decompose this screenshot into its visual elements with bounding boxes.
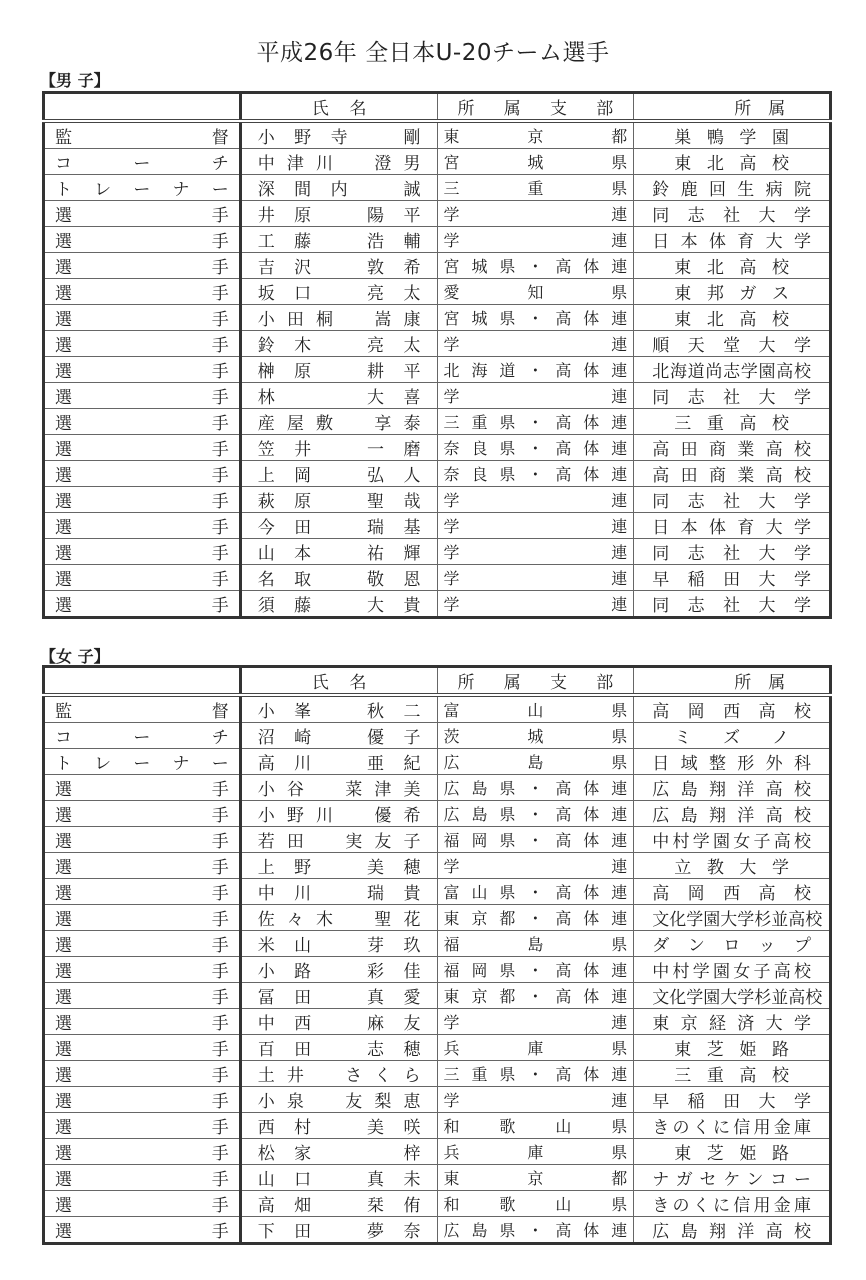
role-cell: 監 督 <box>44 695 241 723</box>
table-row <box>44 827 831 853</box>
name-cell: 工藤 浩輔 <box>240 227 437 253</box>
affiliation-cell: 巣鴨学園 <box>634 121 831 149</box>
table-row <box>44 1061 831 1087</box>
role-cell: 選 手 <box>44 409 241 435</box>
name-cell: 名取 敬恩 <box>240 565 437 591</box>
name-cell: 高畑 栞侑 <box>240 1191 437 1217</box>
table-row <box>44 227 831 253</box>
affiliation-cell: 三重高校 <box>634 1061 831 1087</box>
name-cell: 小野川 優希 <box>240 801 437 827</box>
name-cell: 小谷 菜津美 <box>240 775 437 801</box>
branch-cell: 三重県 <box>437 175 634 201</box>
table-row <box>44 723 831 749</box>
role-cell: コーチ <box>44 723 241 749</box>
name-cell: 中川 瑞貴 <box>240 879 437 905</box>
branch-cell: 奈良県・高体連 <box>437 435 634 461</box>
name-cell: 吉沢 敦希 <box>240 253 437 279</box>
name-cell: 冨田 真愛 <box>240 983 437 1009</box>
affiliation-cell: ダンロップ <box>634 931 831 957</box>
name-cell: 井原 陽平 <box>240 201 437 227</box>
branch-cell: 学 連 <box>437 539 634 565</box>
table-row <box>44 201 831 227</box>
table-row <box>44 591 831 618</box>
affiliation-cell: 同志社大学 <box>634 487 831 513</box>
name-cell: 笠井 一磨 <box>240 435 437 461</box>
affiliation-cell: 早稲田大学 <box>634 1087 831 1113</box>
column-header-name: 氏 名 <box>240 667 437 696</box>
column-header-branch: 所属支部 <box>437 667 634 696</box>
affiliation-cell: 東邦ガス <box>634 279 831 305</box>
role-cell: 選 手 <box>44 957 241 983</box>
name-cell: 上野 美穂 <box>240 853 437 879</box>
role-cell: 選 手 <box>44 253 241 279</box>
table-row <box>44 801 831 827</box>
role-cell: 選 手 <box>44 565 241 591</box>
table-row <box>44 383 831 409</box>
name-cell: 萩原 聖哉 <box>240 487 437 513</box>
affiliation-cell: 文化学園大学杉並高校 <box>634 905 831 931</box>
affiliation-cell: 東京経済大学 <box>634 1009 831 1035</box>
table-row <box>44 1217 831 1244</box>
name-cell: 坂口 亮太 <box>240 279 437 305</box>
affiliation-cell: ナガセケンコー <box>634 1165 831 1191</box>
role-cell: 選 手 <box>44 853 241 879</box>
affiliation-cell: 鈴鹿回生病院 <box>634 175 831 201</box>
name-cell: 中津川 澄男 <box>240 149 437 175</box>
table-row <box>44 565 831 591</box>
affiliation-cell: 広島翔洋高校 <box>634 775 831 801</box>
affiliation-cell: きのくに信用金庫 <box>634 1113 831 1139</box>
role-cell: 選 手 <box>44 227 241 253</box>
women-table <box>42 665 832 1245</box>
name-cell: 産屋敷 享泰 <box>240 409 437 435</box>
role-cell: 選 手 <box>44 1009 241 1035</box>
role-cell: 選 手 <box>44 983 241 1009</box>
affiliation-cell: ミズノ <box>634 723 831 749</box>
branch-cell: 宮城県・高体連 <box>437 253 634 279</box>
affiliation-cell: 北海道尚志学園高校 <box>634 357 831 383</box>
role-cell: 選 手 <box>44 279 241 305</box>
affiliation-cell: 三重高校 <box>634 409 831 435</box>
table-row <box>44 305 831 331</box>
table-row <box>44 983 831 1009</box>
role-cell: 選 手 <box>44 1139 241 1165</box>
branch-cell: 宮城県 <box>437 149 634 175</box>
table-row <box>44 487 831 513</box>
name-cell: 須藤 大貴 <box>240 591 437 618</box>
role-cell: 選 手 <box>44 1165 241 1191</box>
role-cell: 選 手 <box>44 905 241 931</box>
branch-cell: 学 連 <box>437 565 634 591</box>
role-cell: 選 手 <box>44 305 241 331</box>
name-cell: 小峯 秋二 <box>240 695 437 723</box>
branch-cell: 福岡県・高体連 <box>437 957 634 983</box>
role-cell: 選 手 <box>44 801 241 827</box>
branch-cell: 北海道・高体連 <box>437 357 634 383</box>
table-row <box>44 957 831 983</box>
table-row <box>44 1035 831 1061</box>
column-header-role <box>44 93 241 122</box>
column-header-affiliation: 所 属 <box>634 93 831 122</box>
table-row <box>44 357 831 383</box>
affiliation-cell: 同志社大学 <box>634 591 831 618</box>
branch-cell: 学 連 <box>437 1009 634 1035</box>
role-cell: 選 手 <box>44 1113 241 1139</box>
column-header-name: 氏 名 <box>240 93 437 122</box>
branch-cell: 三重県・高体連 <box>437 409 634 435</box>
table-row <box>44 149 831 175</box>
affiliation-cell: 東芝姫路 <box>634 1035 831 1061</box>
affiliation-cell: 広島翔洋高校 <box>634 801 831 827</box>
branch-cell: 広島県・高体連 <box>437 775 634 801</box>
name-cell: 松家 梓 <box>240 1139 437 1165</box>
branch-cell: 学 連 <box>437 853 634 879</box>
role-cell: 選 手 <box>44 931 241 957</box>
table-row <box>44 1139 831 1165</box>
table-row <box>44 1191 831 1217</box>
table-row <box>44 331 831 357</box>
name-cell: 小田桐 嵩康 <box>240 305 437 331</box>
affiliation-cell: きのくに信用金庫 <box>634 1191 831 1217</box>
branch-cell: 兵庫県 <box>437 1035 634 1061</box>
table-row <box>44 879 831 905</box>
role-cell: 選 手 <box>44 383 241 409</box>
role-cell: 選 手 <box>44 591 241 618</box>
table-row <box>44 253 831 279</box>
affiliation-cell: 日本体育大学 <box>634 227 831 253</box>
name-cell: 沼崎 優子 <box>240 723 437 749</box>
branch-cell: 愛知県 <box>437 279 634 305</box>
branch-cell: 三重県・高体連 <box>437 1061 634 1087</box>
branch-cell: 学 連 <box>437 487 634 513</box>
role-cell: 選 手 <box>44 775 241 801</box>
name-cell: 鈴木 亮太 <box>240 331 437 357</box>
affiliation-cell: 日域整形外科 <box>634 749 831 775</box>
role-cell: 選 手 <box>44 201 241 227</box>
affiliation-cell: 順天堂大学 <box>634 331 831 357</box>
branch-cell: 和歌山県 <box>437 1113 634 1139</box>
affiliation-cell: 日本体育大学 <box>634 513 831 539</box>
branch-cell: 福岡県・高体連 <box>437 827 634 853</box>
affiliation-cell: 文化学園大学杉並高校 <box>634 983 831 1009</box>
table-row <box>44 539 831 565</box>
affiliation-cell: 東芝姫路 <box>634 1139 831 1165</box>
header-row <box>44 667 831 696</box>
branch-cell: 学 連 <box>437 513 634 539</box>
branch-cell: 学 連 <box>437 383 634 409</box>
affiliation-cell: 早稲田大学 <box>634 565 831 591</box>
name-cell: 百田 志穂 <box>240 1035 437 1061</box>
branch-cell: 学 連 <box>437 1087 634 1113</box>
role-cell: 選 手 <box>44 539 241 565</box>
column-header-affiliation: 所 属 <box>634 667 831 696</box>
role-cell: コーチ <box>44 149 241 175</box>
branch-cell: 茨城県 <box>437 723 634 749</box>
role-cell: 選 手 <box>44 827 241 853</box>
column-header-role <box>44 667 241 696</box>
table-row <box>44 1165 831 1191</box>
affiliation-cell: 高田商業高校 <box>634 435 831 461</box>
affiliation-cell: 東北高校 <box>634 253 831 279</box>
name-cell: 上岡 弘人 <box>240 461 437 487</box>
name-cell: 高川 亜紀 <box>240 749 437 775</box>
name-cell: 下田 夢奈 <box>240 1217 437 1244</box>
branch-cell: 東京都・高体連 <box>437 905 634 931</box>
name-cell: 林 大喜 <box>240 383 437 409</box>
name-cell: 今田 瑞基 <box>240 513 437 539</box>
affiliation-cell: 高岡西高校 <box>634 695 831 723</box>
table-row <box>44 749 831 775</box>
branch-cell: 学 連 <box>437 331 634 357</box>
branch-cell: 東京都・高体連 <box>437 983 634 1009</box>
name-cell: 西村 美咲 <box>240 1113 437 1139</box>
affiliation-cell: 同志社大学 <box>634 539 831 565</box>
affiliation-cell: 中村学園女子高校 <box>634 957 831 983</box>
name-cell: 小路 彩佳 <box>240 957 437 983</box>
role-cell: 選 手 <box>44 487 241 513</box>
affiliation-cell: 同志社大学 <box>634 201 831 227</box>
branch-cell: 宮城県・高体連 <box>437 305 634 331</box>
name-cell: 米山 芽玖 <box>240 931 437 957</box>
header-row <box>44 93 831 122</box>
role-cell: 選 手 <box>44 1035 241 1061</box>
name-cell: 中西 麻友 <box>240 1009 437 1035</box>
table-row <box>44 461 831 487</box>
name-cell: 佐々木 聖花 <box>240 905 437 931</box>
role-cell: 選 手 <box>44 435 241 461</box>
affiliation-cell: 立教大学 <box>634 853 831 879</box>
role-cell: 選 手 <box>44 331 241 357</box>
branch-cell: 兵庫県 <box>437 1139 634 1165</box>
table-row <box>44 435 831 461</box>
affiliation-cell: 中村学園女子高校 <box>634 827 831 853</box>
affiliation-cell: 同志社大学 <box>634 383 831 409</box>
branch-cell: 学 連 <box>437 591 634 618</box>
name-cell: 山口 真未 <box>240 1165 437 1191</box>
role-cell: トレーナー <box>44 175 241 201</box>
role-cell: 選 手 <box>44 513 241 539</box>
branch-cell: 学 連 <box>437 227 634 253</box>
table-row <box>44 279 831 305</box>
table-row <box>44 175 831 201</box>
role-cell: 選 手 <box>44 357 241 383</box>
role-cell: 選 手 <box>44 461 241 487</box>
branch-cell: 福島県 <box>437 931 634 957</box>
table-row <box>44 853 831 879</box>
name-cell: 小泉 友梨恵 <box>240 1087 437 1113</box>
affiliation-cell: 東北高校 <box>634 305 831 331</box>
name-cell: 若田 実友子 <box>240 827 437 853</box>
table-row <box>44 905 831 931</box>
women-section-label: 【女 子】 <box>40 647 110 666</box>
table-row <box>44 695 831 723</box>
branch-cell: 東京都 <box>437 121 634 149</box>
branch-cell: 東京都 <box>437 1165 634 1191</box>
table-row <box>44 775 831 801</box>
role-cell: 選 手 <box>44 879 241 905</box>
affiliation-cell: 高田商業高校 <box>634 461 831 487</box>
table-row <box>44 121 831 149</box>
name-cell: 小野寺 剛 <box>240 121 437 149</box>
role-cell: 監 督 <box>44 121 241 149</box>
affiliation-cell: 東北高校 <box>634 149 831 175</box>
name-cell: 深間内 誠 <box>240 175 437 201</box>
name-cell: 土井 さくら <box>240 1061 437 1087</box>
affiliation-cell: 広島翔洋高校 <box>634 1217 831 1244</box>
page-title: 平成26年 全日本U-20チーム選手 <box>256 40 610 66</box>
role-cell: 選 手 <box>44 1087 241 1113</box>
table-row <box>44 1009 831 1035</box>
role-cell: トレーナー <box>44 749 241 775</box>
branch-cell: 広島県・高体連 <box>437 1217 634 1244</box>
table-row <box>44 931 831 957</box>
table-row <box>44 513 831 539</box>
role-cell: 選 手 <box>44 1191 241 1217</box>
name-cell: 山本 祐輝 <box>240 539 437 565</box>
table-row <box>44 409 831 435</box>
branch-cell: 富山県・高体連 <box>437 879 634 905</box>
branch-cell: 広島県・高体連 <box>437 801 634 827</box>
branch-cell: 奈良県・高体連 <box>437 461 634 487</box>
branch-cell: 富山県 <box>437 695 634 723</box>
column-header-branch: 所属支部 <box>437 93 634 122</box>
role-cell: 選 手 <box>44 1217 241 1244</box>
men-section-label: 【男 子】 <box>40 71 110 90</box>
role-cell: 選 手 <box>44 1061 241 1087</box>
affiliation-cell: 高岡西高校 <box>634 879 831 905</box>
men-table <box>42 91 832 619</box>
branch-cell: 和歌山県 <box>437 1191 634 1217</box>
branch-cell: 広島県 <box>437 749 634 775</box>
branch-cell: 学 連 <box>437 201 634 227</box>
table-row <box>44 1113 831 1139</box>
name-cell: 榊原 耕平 <box>240 357 437 383</box>
table-row <box>44 1087 831 1113</box>
